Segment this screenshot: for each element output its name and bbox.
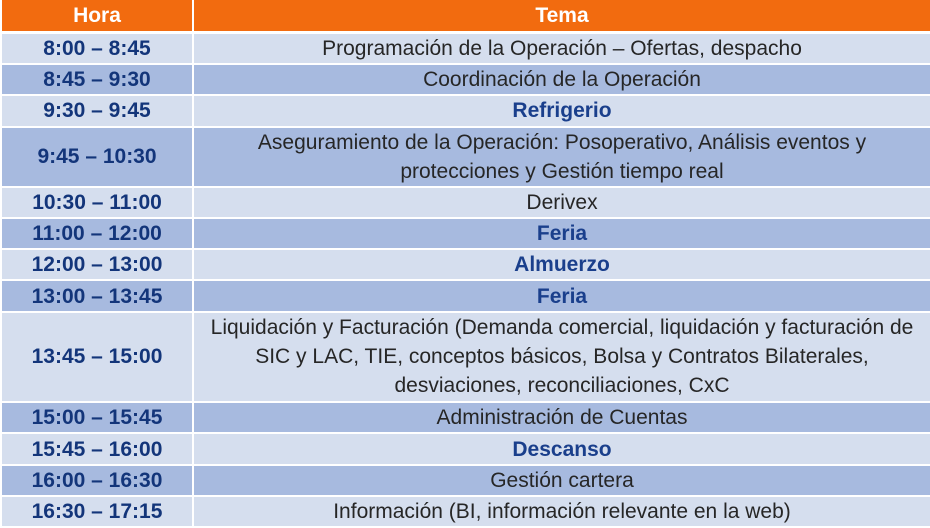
table-row xyxy=(1,280,930,311)
topic-cell: Liquidación y Facturación (Demanda comercial, liquidación y facturación de SIC y LAC, TIE, conceptos básicos, Bolsa y Contratos Bilaterales, desviaciones, reconciliaciones, CxC xyxy=(193,312,930,403)
table-header xyxy=(1,0,930,33)
break-topic-cell: Refrigerio xyxy=(193,95,930,126)
table-row xyxy=(1,95,930,126)
topic-cell: Programación de la Operación – Ofertas, despacho xyxy=(193,33,930,65)
table-row xyxy=(1,187,930,218)
time-cell: 8:00 – 8:45 xyxy=(1,33,193,65)
time-cell: 12:00 – 13:00 xyxy=(1,249,193,280)
time-cell: 10:30 – 11:00 xyxy=(1,187,193,218)
time-cell: 15:45 – 16:00 xyxy=(1,433,193,464)
topic-cell: Información (BI, información relevante en la web) xyxy=(193,496,930,527)
table-row xyxy=(1,64,930,95)
time-cell: 11:00 – 12:00 xyxy=(1,218,193,249)
topic-cell: Administración de Cuentas xyxy=(193,402,930,433)
break-topic-cell: Feria xyxy=(193,218,930,249)
table-row xyxy=(1,127,930,187)
table-row xyxy=(1,433,930,464)
header-hora: Hora xyxy=(1,0,193,33)
time-cell: 13:45 – 15:00 xyxy=(1,312,193,403)
topic-cell: Gestión cartera xyxy=(193,465,930,496)
table-row xyxy=(1,33,930,65)
header-row xyxy=(1,0,930,33)
break-topic-cell: Descanso xyxy=(193,433,930,464)
table-body xyxy=(1,33,930,528)
topic-cell: Derivex xyxy=(193,187,930,218)
time-cell: 15:00 – 15:45 xyxy=(1,402,193,433)
break-topic-cell: Almuerzo xyxy=(193,249,930,280)
table-row xyxy=(1,496,930,527)
table-row xyxy=(1,465,930,496)
topic-cell: Coordinación de la Operación xyxy=(193,64,930,95)
table-row xyxy=(1,249,930,280)
time-cell: 16:30 – 17:15 xyxy=(1,496,193,527)
table-row xyxy=(1,218,930,249)
table-row xyxy=(1,312,930,403)
time-cell: 8:45 – 9:30 xyxy=(1,64,193,95)
table-row xyxy=(1,402,930,433)
time-cell: 16:00 – 16:30 xyxy=(1,465,193,496)
time-cell: 13:00 – 13:45 xyxy=(1,280,193,311)
break-topic-cell: Feria xyxy=(193,280,930,311)
time-cell: 9:30 – 9:45 xyxy=(1,95,193,126)
header-tema: Tema xyxy=(193,0,930,33)
time-cell: 9:45 – 10:30 xyxy=(1,127,193,187)
topic-cell: Aseguramiento de la Operación: Posoperativo, Análisis eventos y protecciones y Gestión tiempo real xyxy=(193,127,930,187)
